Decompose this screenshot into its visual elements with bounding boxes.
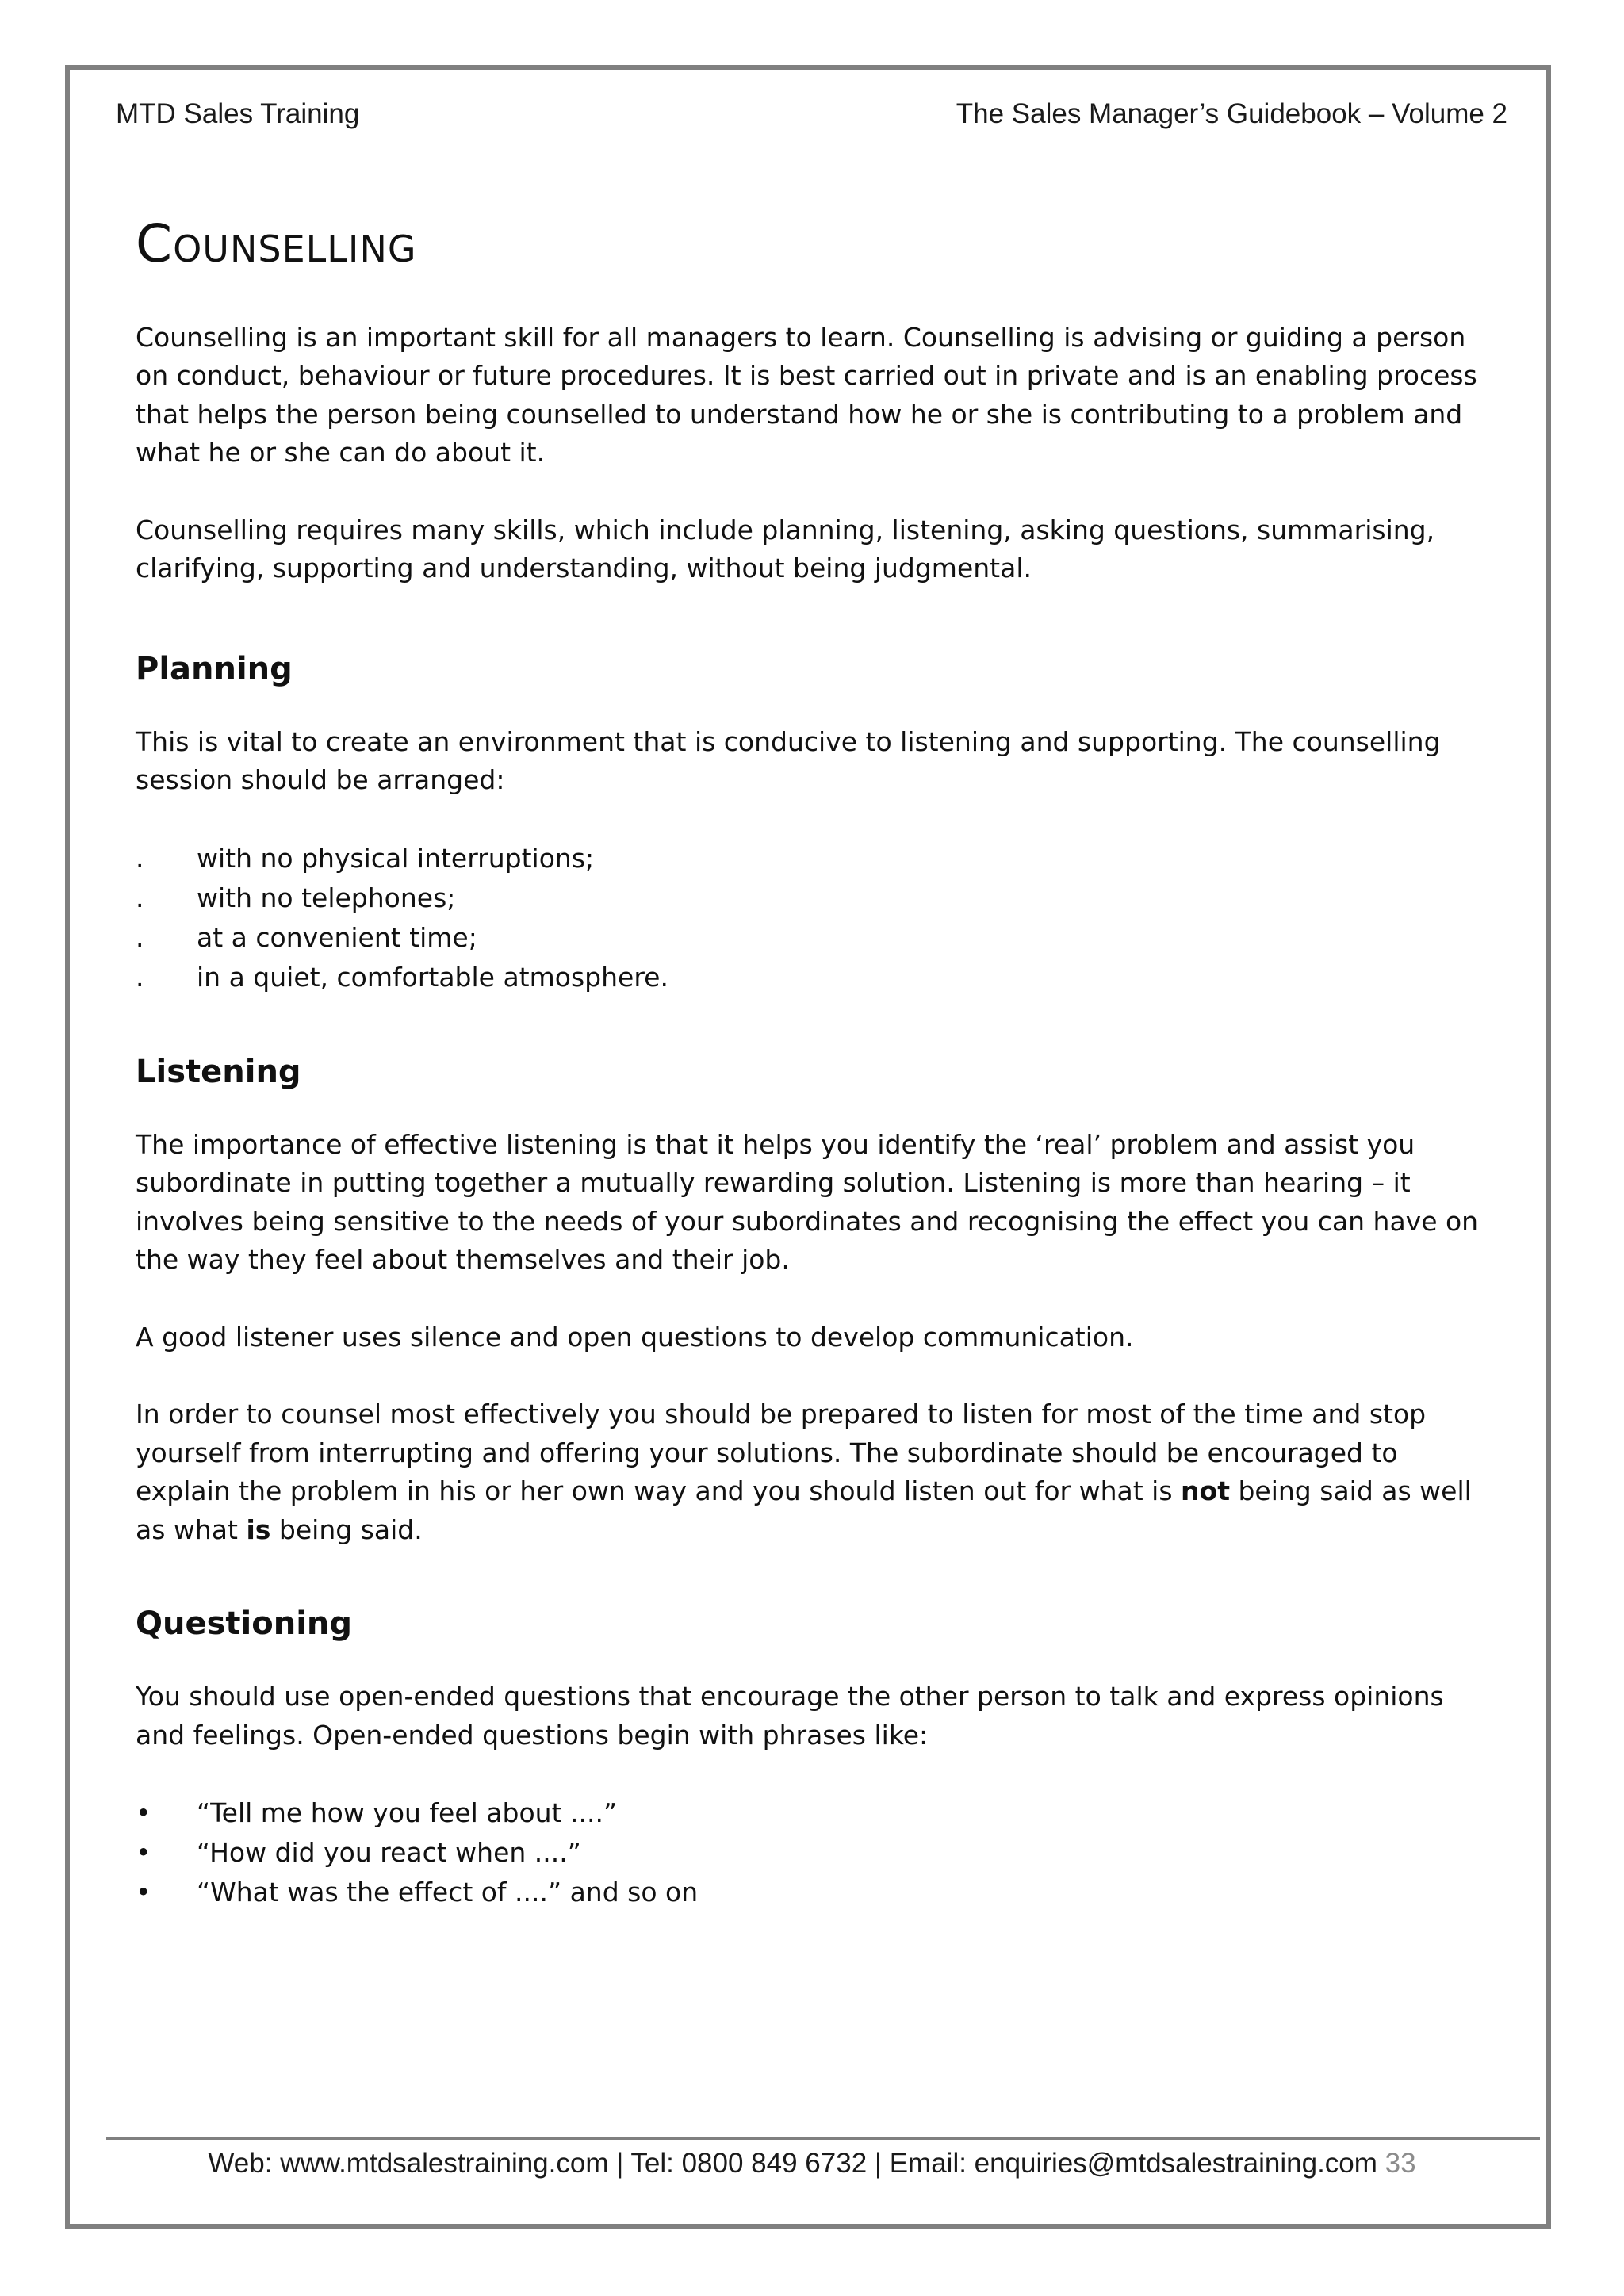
header-left: MTD Sales Training [116, 98, 360, 129]
text-run: In order to counsel most effectively you should be prepared to listen for most of the time and stop yourself from interrupting and offering your solutions. The subordinate should be encouraged to explain the problem in his or her own way and you should listen out for what is [136, 1399, 1427, 1507]
footer [0, 2148, 1624, 2179]
intro-paragraph: Counselling requires many skills, which include planning, listening, asking questions, summarising, clarifying, supporting and understanding, without being judgmental. [136, 514, 1435, 584]
list-item [136, 958, 1500, 997]
listening-paragraph: The importance of effective listening is that it helps you identify the ‘real’ problem and assist you subordinate in putting together a mutually rewarding solution. Listening is more than hearing – it involves being sensitive to the needs of your subordinates and recognising the effect you can have on the way they feel about themselves and their job. [136, 1128, 1479, 1276]
bullet-icon: • [136, 1877, 151, 1908]
list-item [136, 878, 1500, 918]
list-item-text: in a quiet, comfortable atmosphere. [197, 961, 668, 993]
list-item-text: “How did you react when ....” [197, 1837, 581, 1869]
text-run: being said. [270, 1513, 423, 1545]
bullet-icon: • [136, 1797, 151, 1829]
planning-paragraph: This is vital to create an environment that is conducive to listening and supporting. The counselling session should be arranged: [136, 725, 1441, 796]
intro-paragraph: Counselling is an important skill for all managers to learn. Counselling is advising or guiding a person on conduct, behaviour or future procedures. It is best carried out in private and is an enabling process that helps the person being counselled to understand how he or she is contributing to a problem and what he or she can do about it. [136, 321, 1477, 469]
listening-paragraph [136, 1395, 1500, 1549]
list-item-text: with no physical interruptions; [197, 842, 595, 874]
list-item [136, 1833, 1500, 1873]
header-right: The Sales Manager’s Guidebook – Volume 2 [956, 98, 1507, 129]
bullet-icon: • [136, 1837, 151, 1869]
footer-divider [106, 2137, 1540, 2140]
list-marker: . [136, 961, 144, 993]
page-title: Counselling [136, 213, 417, 274]
listening-paragraph: A good listener uses silence and open questions to develop communication. [136, 1321, 1134, 1353]
section-heading-questioning: Questioning [136, 1605, 353, 1643]
planning-list [136, 839, 1500, 997]
text-run: being said as well as what [136, 1475, 1472, 1545]
list-marker: . [136, 921, 144, 953]
list-item-text: at a convenient time; [197, 921, 477, 953]
list-item-text: with no telephones; [197, 882, 456, 913]
list-marker: . [136, 842, 144, 874]
bold-text: not [1181, 1475, 1230, 1507]
page-number: 33 [1385, 2148, 1416, 2179]
footer-contact: Web: www.mtdsalestraining.com | Tel: 0800 849 6732 | Email: enquiries@mtdsalestraining.com [208, 2148, 1385, 2179]
section-heading-listening: Listening [136, 1053, 301, 1090]
list-marker: . [136, 882, 144, 913]
list-item [136, 839, 1500, 878]
list-item [136, 1793, 1500, 1833]
questioning-list [136, 1793, 1500, 1912]
list-item-text: “What was the effect of ....” and so on [197, 1877, 699, 1908]
main-content [136, 214, 1500, 1944]
section-heading-planning: Planning [136, 650, 293, 687]
list-item [136, 1873, 1500, 1912]
list-item-text: “Tell me how you feel about ....” [197, 1797, 618, 1829]
list-item [136, 918, 1500, 958]
bold-text: is [246, 1513, 271, 1545]
questioning-paragraph: You should use open-ended questions that encourage the other person to talk and express opinions and feelings. Open-ended questions begin with phrases like: [136, 1681, 1444, 1751]
